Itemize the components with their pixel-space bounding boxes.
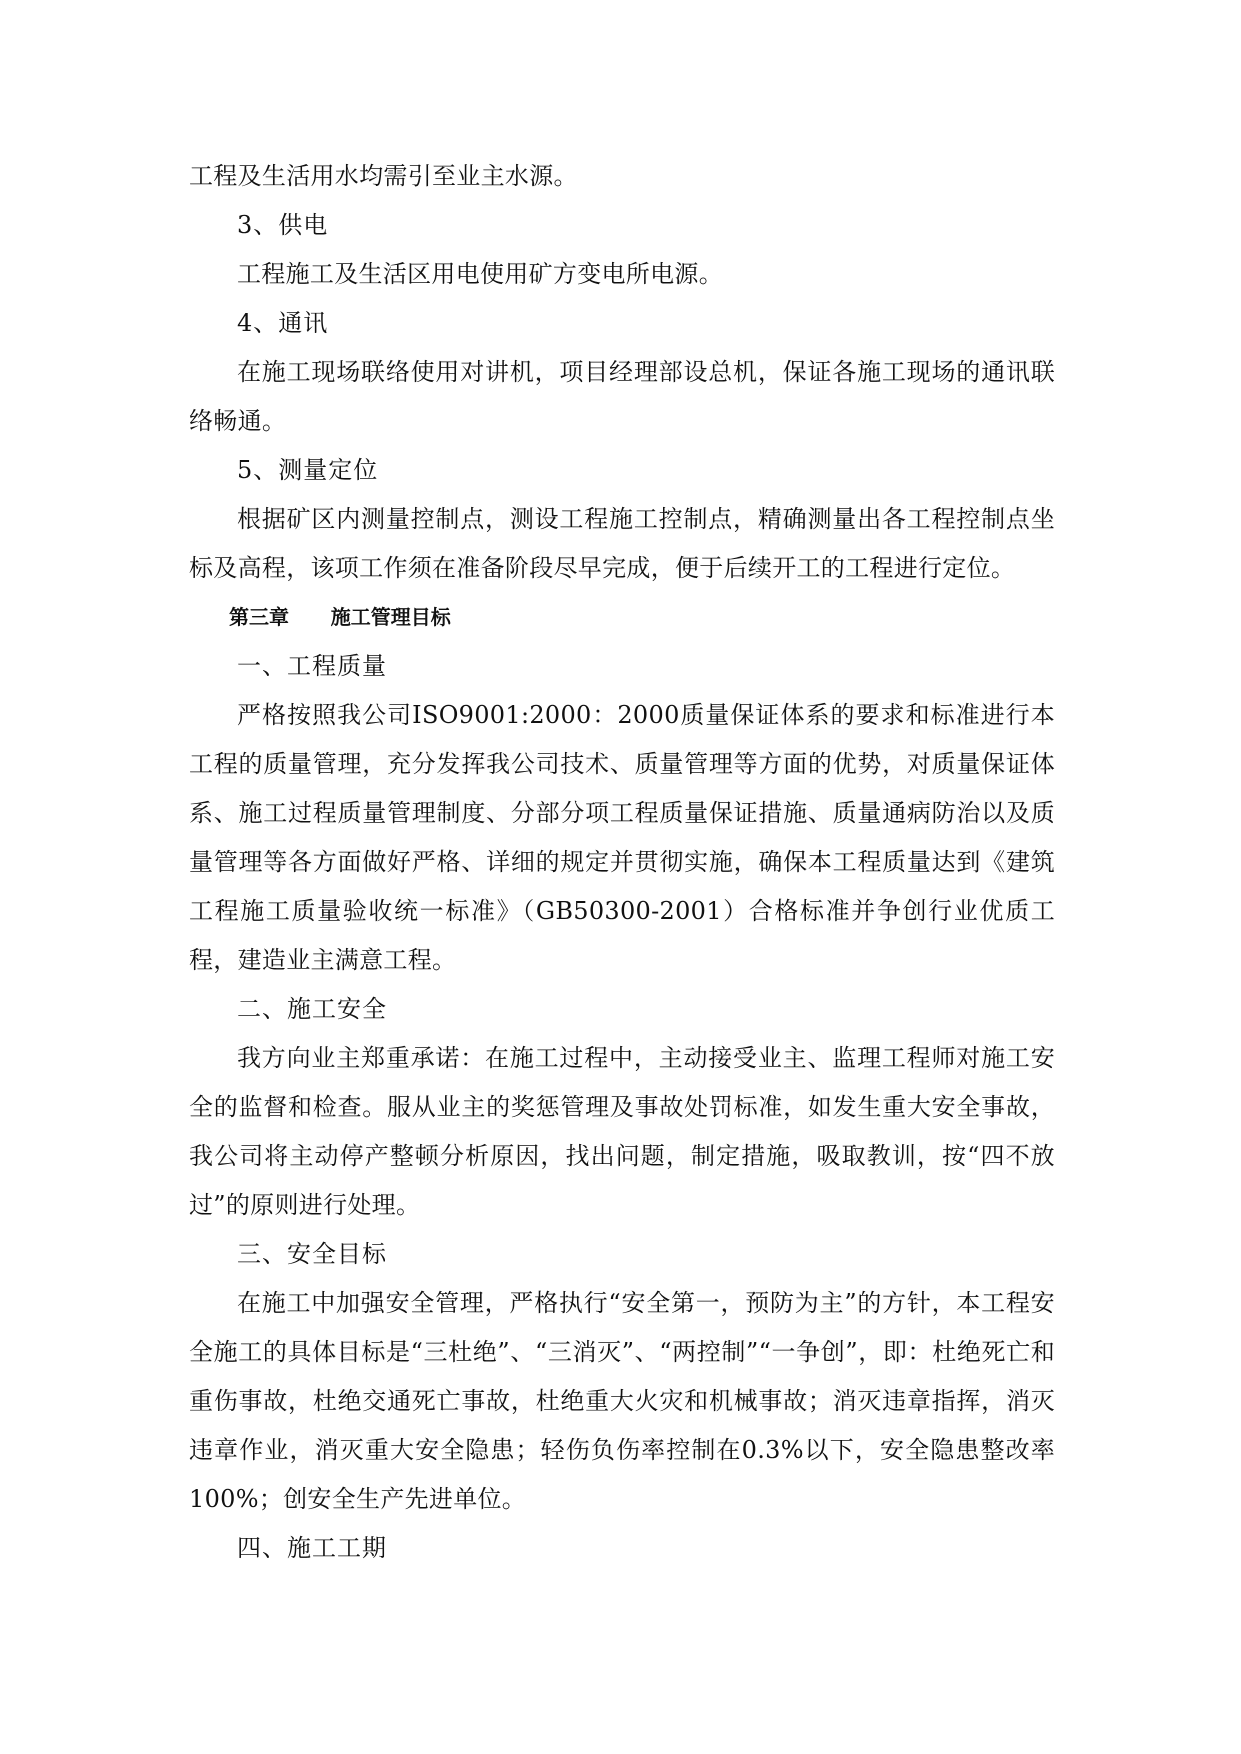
heading-communication: 4、通讯 [237,309,329,337]
heading-construction-safety: 二、施工安全 [237,995,387,1023]
heading-safety-goals: 三、安全目标 [237,1240,387,1268]
heading-power-supply: 3、供电 [237,211,329,239]
paragraph-engineering-quality: 严格按照我公司ISO9001:2000：2000质量保证体系的要求和标准进行本工程的质量管理，充分发挥我公司技术、质量管理等方面的优势，对质量保证体系、施工过程质量管理制度、分部分项工程质量保证措施、质量通病防治以及质量管理等各方面做好严格、详细的规定并贯彻实施，确保本工程质量达到《建筑工程施工质量验收统一标准》（GB50300-2001）合格标准并争创行业优质工程，建造业主满意工程。 [189,701,1055,974]
heading-engineering-quality: 一、工程质量 [237,652,387,680]
paragraph-water-supply: 工程及生活用水均需引至业主水源。 [189,162,578,190]
heading-construction-schedule: 四、施工工期 [237,1534,387,1562]
paragraph-power-supply: 工程施工及生活区用电使用矿方变电所电源。 [237,260,723,288]
paragraph-construction-safety: 我方向业主郑重承诺：在施工过程中，主动接受业主、监理工程师对施工安全的监督和检查。服从业主的奖惩管理及事故处罚标准，如发生重大安全事故，我公司将主动停产整顿分析原因，找出问题，制定措施，吸取教训，按“四不放过”的原则进行处理。 [189,1044,1055,1219]
paragraph-communication: 在施工现场联络使用对讲机，项目经理部设总机，保证各施工现场的通讯联络畅通。 [189,358,1055,435]
heading-survey-positioning: 5、测量定位 [237,456,379,484]
paragraph-safety-goals: 在施工中加强安全管理，严格执行“安全第一，预防为主”的方针，本工程安全施工的具体目标是“三杜绝”、“三消灭”、“两控制”“一争创”，即：杜绝死亡和重伤事故，杜绝交通死亡事故，杜绝重大火灾和机械事故；消灭违章指挥，消灭违章作业，消灭重大安全隐患；轻伤负伤率控制在0.3%以下，安全隐患整改率100%；创安全生产先进单位。 [189,1289,1055,1513]
paragraph-survey-positioning: 根据矿区内测量控制点，测设工程施工控制点，精确测量出各工程控制点坐标及高程，该项工作须在准备阶段尽早完成，便于后续开工的工程进行定位。 [189,505,1055,582]
document-body [189,152,1055,1573]
chapter-title: 第三章 施工管理目标 [229,605,451,629]
